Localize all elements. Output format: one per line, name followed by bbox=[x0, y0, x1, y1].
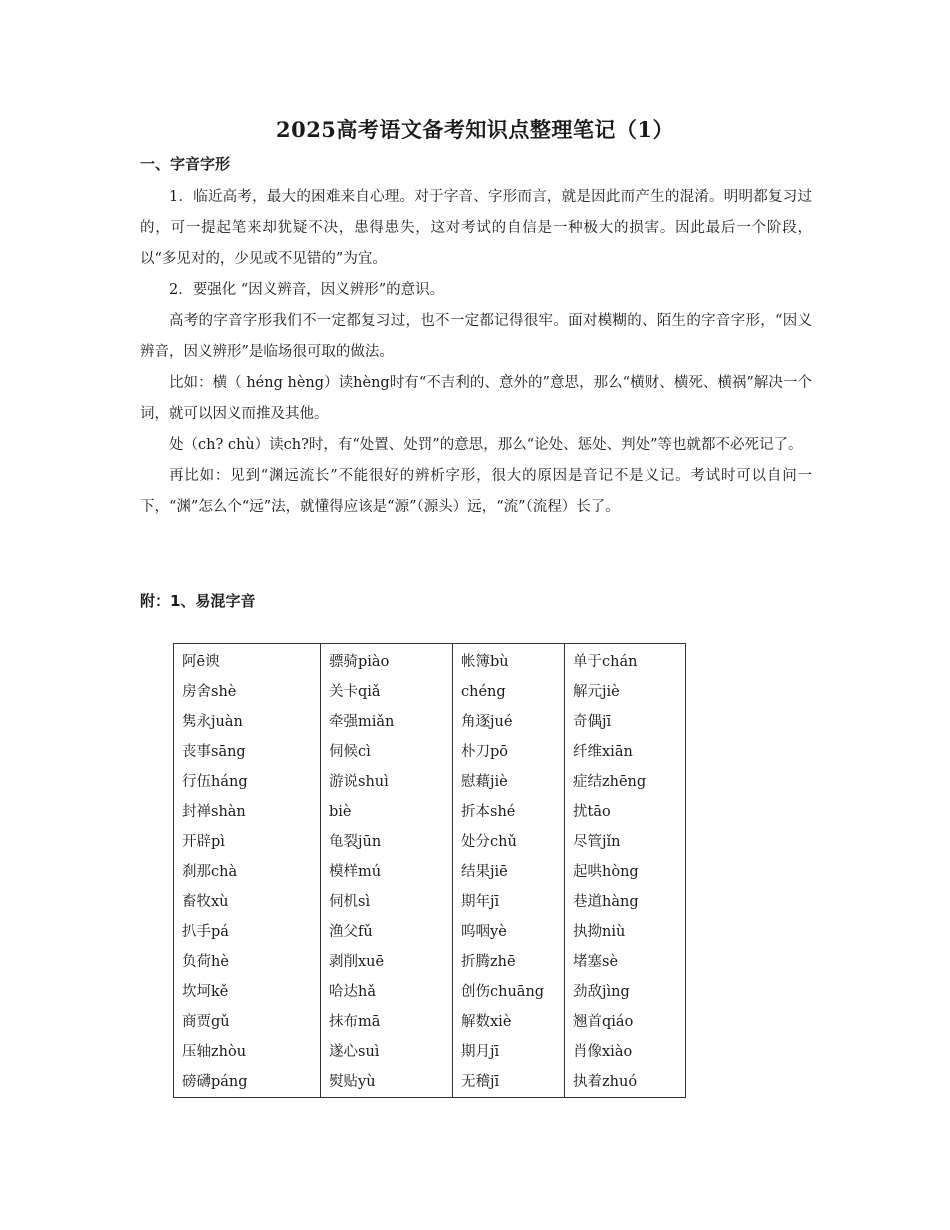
table-cell: 压轴zhòu bbox=[174, 1037, 321, 1067]
table-cell: 伺候cì bbox=[321, 737, 453, 767]
table-cell: 剥削xuē bbox=[321, 947, 453, 977]
table-cell: 朴刀pō bbox=[453, 737, 565, 767]
table-cell: 负荷hè bbox=[174, 947, 321, 977]
table-cell: 关卡qiǎ bbox=[321, 677, 453, 707]
table-cell: 开辟pì bbox=[174, 827, 321, 857]
table-row bbox=[174, 1037, 686, 1067]
table-cell: 肖像xiào bbox=[565, 1037, 686, 1067]
table-cell: 龟裂jūn bbox=[321, 827, 453, 857]
table-cell: 慰藉jiè bbox=[453, 767, 565, 797]
table-cell: 伺机sì bbox=[321, 887, 453, 917]
table-cell: 执着zhuó bbox=[565, 1067, 686, 1098]
table-cell: 阿ē谀 bbox=[174, 644, 321, 678]
table-cell: 丧事sāng bbox=[174, 737, 321, 767]
table-cell: 房舍shè bbox=[174, 677, 321, 707]
paragraph: 2．要强化 “因义辨音，因义辨形”的意识。 bbox=[169, 282, 445, 298]
table-cell: 创伤chuāng bbox=[453, 977, 565, 1007]
table-row bbox=[174, 827, 686, 857]
table-cell: 畜牧xù bbox=[174, 887, 321, 917]
page-title: 2025高考语文备考知识点整理笔记（1） bbox=[275, 117, 675, 142]
paragraph: 比如：横（ héng hèng）读hèng时有“不吉利的、意外的”意思，那么“横财、横死、横祸”解决一个词，就可以因义而推及其他。 bbox=[140, 375, 812, 422]
table-cell: 劲敌jìng bbox=[565, 977, 686, 1007]
table-cell: 症结zhēng bbox=[565, 767, 686, 797]
table-row bbox=[174, 707, 686, 737]
table-cell: 起哄hòng bbox=[565, 857, 686, 887]
table-cell: 哈达hǎ bbox=[321, 977, 453, 1007]
table-cell: 期年jī bbox=[453, 887, 565, 917]
table-row bbox=[174, 1067, 686, 1098]
table-cell: chéng bbox=[453, 677, 565, 707]
paragraph: 再比如：见到“渊远流长”不能很好的辨析字形，很大的原因是音记不是义记。考试时可以自问一下，“渊”怎么个“远”法，就懂得应该是“源”（源头）远，“流”（流程）长了。 bbox=[140, 468, 812, 515]
table-cell: 翘首qiáo bbox=[565, 1007, 686, 1037]
table-cell: 骠骑piào bbox=[321, 644, 453, 678]
table-cell: 纤维xiān bbox=[565, 737, 686, 767]
table-cell: 帐簿bù bbox=[453, 644, 565, 678]
table-cell: 渔父fǔ bbox=[321, 917, 453, 947]
table-cell: 奇偶jī bbox=[565, 707, 686, 737]
table-cell: 尽管jǐn bbox=[565, 827, 686, 857]
table-cell: 抹布mā bbox=[321, 1007, 453, 1037]
paragraph: 1．临近高考，最大的困难来自心理。对于字音、字形而言，就是因此而产生的混淆。明明都复习过的，可一提起笔来却犹疑不决，患得患失，这对考试的自信是一种极大的损害。因此最后一个阶段，以“多见对的，少见或不见错的”为宜。 bbox=[140, 189, 812, 267]
table-cell: 封禅shàn bbox=[174, 797, 321, 827]
table-cell: 坎坷kě bbox=[174, 977, 321, 1007]
table-cell: 无稽jī bbox=[453, 1067, 565, 1098]
table-row bbox=[174, 644, 686, 678]
table-row bbox=[174, 947, 686, 977]
table-cell: 模样mú bbox=[321, 857, 453, 887]
table-cell: 隽永juàn bbox=[174, 707, 321, 737]
table-cell: 处分chǔ bbox=[453, 827, 565, 857]
table-row bbox=[174, 857, 686, 887]
table-row bbox=[174, 1007, 686, 1037]
table-row bbox=[174, 977, 686, 1007]
table-cell: 执拗niù bbox=[565, 917, 686, 947]
table-cell: 游说shuì bbox=[321, 767, 453, 797]
table-cell: 巷道hàng bbox=[565, 887, 686, 917]
table-cell: 遂心suì bbox=[321, 1037, 453, 1067]
table-cell: 期月jī bbox=[453, 1037, 565, 1067]
table-cell: 商贾gǔ bbox=[174, 1007, 321, 1037]
table-cell: 解数xiè bbox=[453, 1007, 565, 1037]
table-row bbox=[174, 917, 686, 947]
table-cell: 磅礴páng bbox=[174, 1067, 321, 1098]
paragraph: 高考的字音字形我们不一定都复习过，也不一定都记得很牢。面对模糊的、陌生的字音字形，“因义辨音，因义辨形”是临场很可取的做法。 bbox=[140, 313, 812, 360]
table-cell: 行伍háng bbox=[174, 767, 321, 797]
paragraph: 处（ch? chù）读ch?时，有“处置、处罚”的意思，那么“论处、惩处、判处”等也就都不必死记了。 bbox=[169, 437, 803, 453]
table-cell: 刹那chà bbox=[174, 857, 321, 887]
table-row bbox=[174, 767, 686, 797]
table-cell: 角逐jué bbox=[453, 707, 565, 737]
table-cell: 牵强miǎn bbox=[321, 707, 453, 737]
table-cell: 折本shé bbox=[453, 797, 565, 827]
table-row bbox=[174, 797, 686, 827]
table-cell: biè bbox=[321, 797, 453, 827]
table-cell: 呜咽yè bbox=[453, 917, 565, 947]
table-cell: 堵塞sè bbox=[565, 947, 686, 977]
table-row bbox=[174, 887, 686, 917]
table-row bbox=[174, 677, 686, 707]
table-cell: 结果jiē bbox=[453, 857, 565, 887]
appendix-heading: 附：1、易混字音 bbox=[140, 592, 256, 610]
table-cell: 折腾zhē bbox=[453, 947, 565, 977]
table-cell: 单于chán bbox=[565, 644, 686, 678]
table-cell: 解元jiè bbox=[565, 677, 686, 707]
confusable-pronunciation-table bbox=[173, 643, 686, 1098]
table-row bbox=[174, 737, 686, 767]
table-cell: 扰tāo bbox=[565, 797, 686, 827]
table-cell: 扒手pá bbox=[174, 917, 321, 947]
table-body bbox=[174, 644, 686, 1098]
section-heading: 一、字音字形 bbox=[140, 155, 231, 173]
table-cell: 熨贴yù bbox=[321, 1067, 453, 1098]
section-body bbox=[140, 182, 812, 523]
